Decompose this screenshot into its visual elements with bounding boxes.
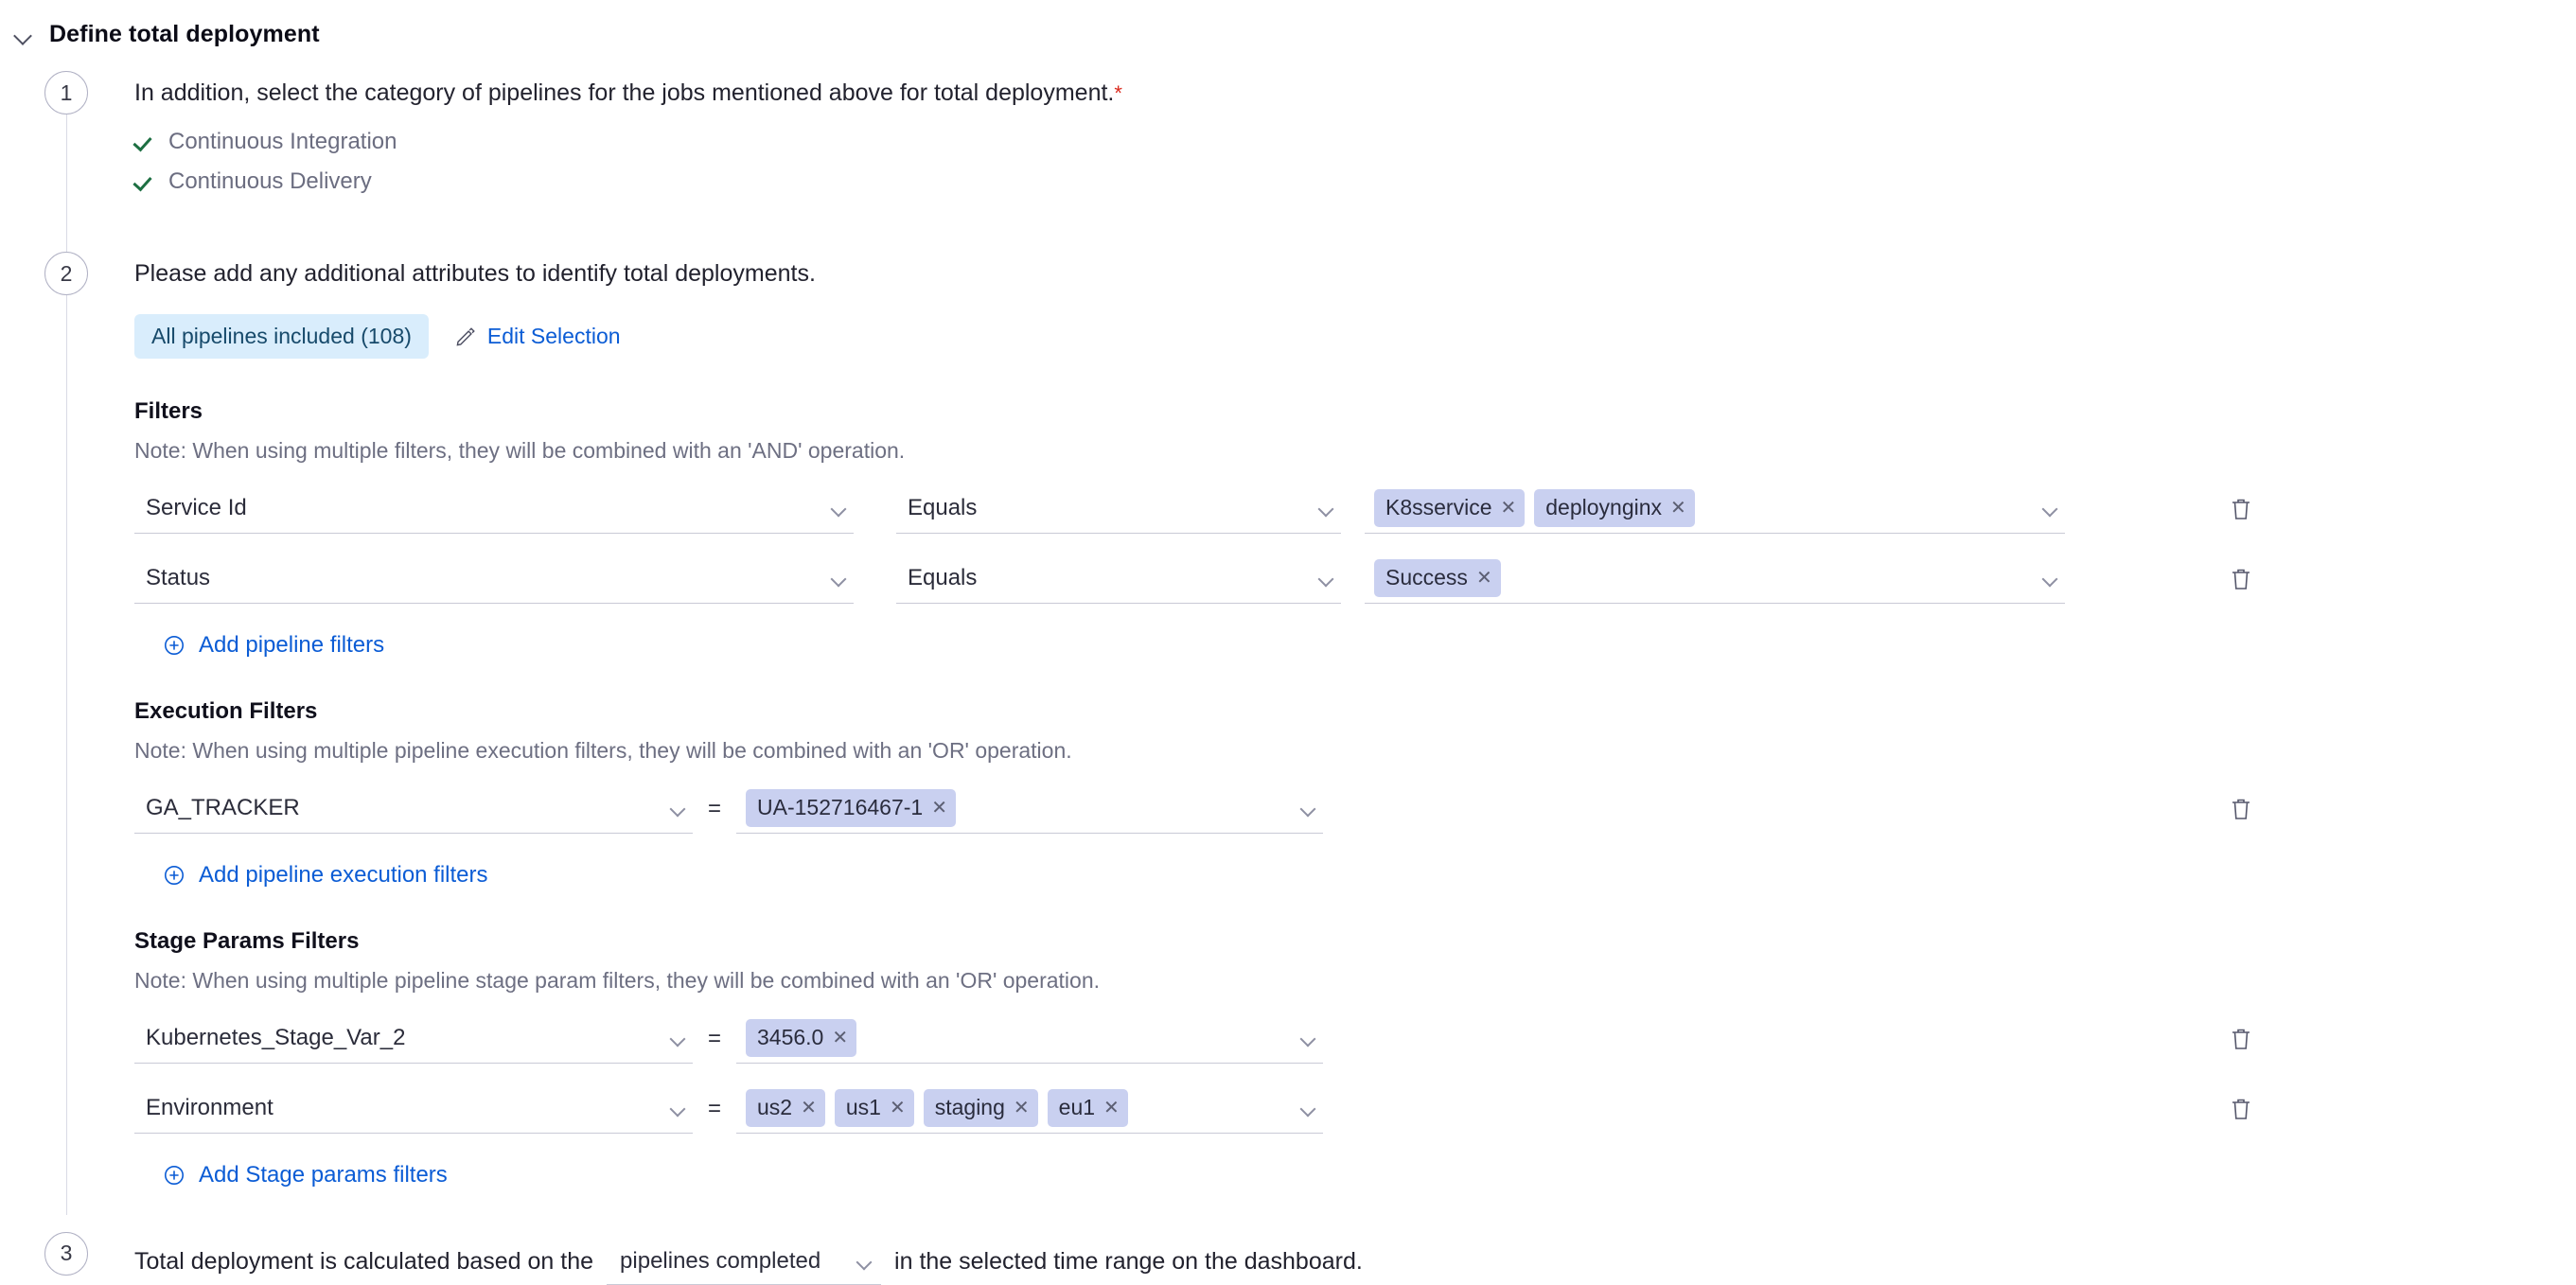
filter-field-select[interactable]: [134, 484, 854, 534]
execution-filters-group: [134, 698, 2576, 889]
step-2-number: 2: [44, 252, 88, 295]
stage-param-filter-row: [134, 1084, 2576, 1134]
page-title: Define total deployment: [49, 21, 320, 47]
filter-row: [134, 554, 2576, 604]
value-chip[interactable]: [1048, 1089, 1128, 1127]
filter-values-select[interactable]: [1365, 554, 2065, 604]
chevron-down-icon[interactable]: [13, 25, 34, 45]
step-2-text: Please add any additional attributes to identify total deployments.: [134, 260, 816, 288]
chevron-down-icon: [833, 503, 846, 517]
filter-operator-value: Equals: [908, 495, 978, 520]
section-header[interactable]: [0, 0, 2576, 48]
add-pipeline-execution-filters-button[interactable]: [163, 862, 488, 889]
stage-param-field-select[interactable]: [134, 1014, 693, 1064]
step-2-body: [134, 252, 2576, 1188]
stage-param-field-value: Environment: [146, 1095, 273, 1120]
chip-label: UA-152716467-1: [757, 795, 924, 819]
filter-field-value: Service Id: [146, 495, 247, 520]
close-icon[interactable]: ✕: [1500, 497, 1517, 519]
check-icon: [134, 172, 153, 191]
value-chip[interactable]: [746, 1089, 825, 1127]
delete-execution-filter-button[interactable]: [2218, 786, 2264, 832]
filter-operator-select[interactable]: [896, 484, 1341, 534]
filters-title: Filters: [134, 397, 203, 424]
close-icon[interactable]: ✕: [1103, 1097, 1120, 1118]
chip-list: [1374, 489, 1695, 527]
value-chip[interactable]: [924, 1089, 1038, 1127]
chip-label: 3456.0: [757, 1025, 824, 1049]
chip-list: [1374, 559, 1501, 597]
checkbox-label: Continuous Delivery: [168, 168, 372, 195]
checkbox-label: Continuous Integration: [168, 129, 397, 155]
value-chip[interactable]: [746, 1019, 856, 1057]
add-stage-params-filters-label: Add Stage params filters: [199, 1161, 448, 1188]
edit-selection-button[interactable]: [455, 324, 621, 349]
stage-param-values-select[interactable]: [736, 1014, 1323, 1064]
chip-list: [746, 789, 956, 827]
equals-operator: =: [707, 1095, 721, 1121]
step-3-text: [134, 1240, 2576, 1285]
chevron-down-icon: [858, 1257, 872, 1270]
chevron-down-icon: [672, 1103, 685, 1117]
add-pipeline-execution-filters-label: Add pipeline execution filters: [199, 861, 488, 888]
equals-operator: =: [707, 1025, 721, 1051]
close-icon[interactable]: ✕: [801, 1097, 817, 1118]
stage-param-values-select[interactable]: [736, 1084, 1323, 1134]
chevron-down-icon: [2044, 503, 2057, 517]
selection-summary-row: [134, 314, 2576, 359]
stage-params-filters-note: Note: When using multiple pipeline stage param filters, they will be combined with an 'OR' operation.: [134, 967, 1101, 993]
chip-label: K8sservice: [1385, 495, 1492, 519]
required-marker: *: [1114, 81, 1122, 105]
calculation-basis-value: pipelines completed: [620, 1248, 821, 1274]
step-1-label: In addition, select the category of pipelines for the jobs mentioned above for total deployment.: [134, 79, 1115, 106]
pipelines-included-badge: All pipelines included (108): [134, 314, 429, 359]
stage-params-filters-title: Stage Params Filters: [134, 927, 360, 954]
chip-list: [746, 1019, 856, 1057]
add-stage-params-filters-button[interactable]: [163, 1162, 448, 1188]
chip-label: Success: [1385, 565, 1468, 590]
delete-filter-button[interactable]: [2218, 486, 2264, 532]
chip-label: deploynginx: [1545, 495, 1663, 519]
edit-selection-label: Edit Selection: [486, 323, 621, 348]
chevron-down-icon: [1302, 1033, 1315, 1047]
execution-filter-field-select[interactable]: [134, 784, 693, 834]
delete-stage-param-filter-button[interactable]: [2218, 1086, 2264, 1132]
step-2: [0, 252, 2576, 1188]
chip-label: us1: [845, 1095, 881, 1119]
delete-stage-param-filter-button[interactable]: [2218, 1016, 2264, 1062]
chevron-down-icon: [1320, 573, 1333, 587]
filter-field-select[interactable]: [134, 554, 854, 604]
close-icon[interactable]: ✕: [931, 797, 947, 819]
chip-label: eu1: [1058, 1095, 1096, 1119]
execution-filters-note: Note: When using multiple pipeline execution filters, they will be combined with an 'OR' operation.: [134, 737, 1072, 763]
chip-list: [746, 1089, 1128, 1127]
value-chip[interactable]: [746, 789, 956, 827]
close-icon[interactable]: ✕: [832, 1027, 849, 1048]
step-1-text: [134, 79, 2576, 108]
close-icon[interactable]: ✕: [1475, 567, 1492, 589]
step-3-text-before: Total deployment is calculated based on the: [134, 1248, 594, 1275]
checkbox-continuous-integration[interactable]: [134, 129, 2576, 155]
close-icon[interactable]: ✕: [889, 1097, 906, 1118]
filters-group: [134, 398, 2576, 659]
value-chip[interactable]: [1374, 559, 1501, 597]
chip-label: us2: [757, 1095, 793, 1119]
execution-filter-values-select[interactable]: [736, 784, 1323, 834]
chevron-down-icon: [672, 803, 685, 817]
value-chip[interactable]: [1534, 489, 1695, 527]
step-3: [0, 1232, 2576, 1285]
filters-note: Note: When using multiple filters, they will be combined with an 'AND' operation.: [134, 437, 906, 463]
execution-filter-field-value: GA_TRACKER: [146, 795, 300, 820]
calculation-basis-select[interactable]: [607, 1240, 881, 1285]
stage-param-field-value: Kubernetes_Stage_Var_2: [146, 1025, 406, 1050]
filter-row: [134, 484, 2576, 534]
value-chip[interactable]: [1374, 489, 1525, 527]
chevron-down-icon: [672, 1033, 685, 1047]
plus-circle-icon: [163, 1164, 185, 1187]
chevron-down-icon: [2044, 573, 2057, 587]
stage-param-field-select[interactable]: [134, 1084, 693, 1134]
equals-operator: =: [707, 795, 721, 821]
chevron-down-icon: [1320, 503, 1333, 517]
checkbox-continuous-delivery[interactable]: [134, 168, 2576, 195]
filter-operator-value: Equals: [908, 565, 978, 590]
filter-operator-select[interactable]: [896, 554, 1341, 604]
pencil-icon: [455, 326, 476, 346]
chevron-down-icon: [1302, 1103, 1315, 1117]
chevron-down-icon: [833, 573, 846, 587]
steps-container: [0, 71, 2576, 1285]
execution-filters-title: Execution Filters: [134, 697, 318, 724]
execution-filter-row: [134, 784, 2576, 834]
check-icon: [134, 132, 153, 151]
stage-params-filters-group: [134, 928, 2576, 1188]
chip-label: staging: [934, 1095, 1005, 1119]
value-chip[interactable]: [835, 1089, 914, 1127]
step-3-number: 3: [44, 1232, 88, 1276]
stage-param-filter-row: [134, 1014, 2576, 1064]
chevron-down-icon: [1302, 803, 1315, 817]
close-icon[interactable]: ✕: [1013, 1097, 1030, 1118]
step-3-text-after: in the selected time range on the dashboard.: [894, 1248, 1363, 1275]
plus-circle-icon: [163, 634, 185, 657]
add-pipeline-filters-button[interactable]: [163, 632, 384, 659]
pipeline-category-checkbox-list: [134, 129, 2576, 195]
plus-circle-icon: [163, 864, 185, 887]
close-icon[interactable]: ✕: [1670, 497, 1686, 519]
step-1: [0, 71, 2576, 208]
filter-field-value: Status: [146, 565, 211, 590]
filter-values-select[interactable]: [1365, 484, 2065, 534]
add-pipeline-filters-label: Add pipeline filters: [199, 631, 385, 658]
delete-filter-button[interactable]: [2218, 556, 2264, 602]
step-1-number: 1: [44, 71, 88, 114]
step-1-body: [134, 71, 2576, 208]
step-3-body: [134, 1232, 2576, 1285]
